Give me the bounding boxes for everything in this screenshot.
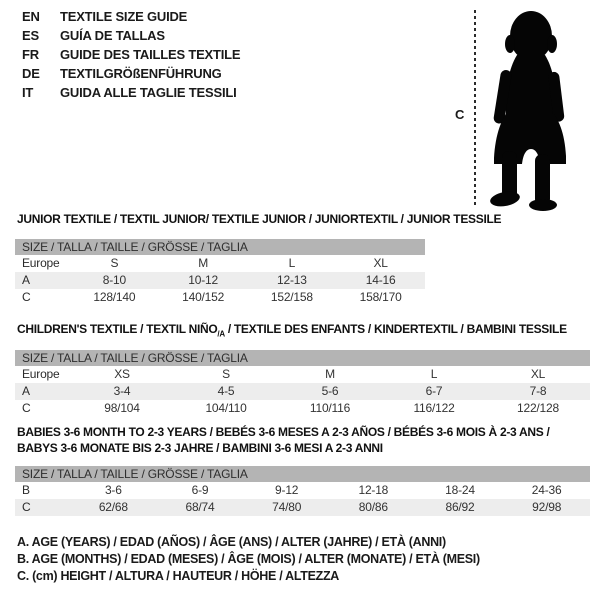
- row-label: A: [22, 273, 30, 287]
- table-row: C 62/68 68/74 74/80 80/86 86/92 92/98: [15, 499, 590, 516]
- junior-size-table: [15, 239, 425, 306]
- language-code: DE: [22, 66, 40, 81]
- language-title: TEXTILGRÖßENFÜHRUNG: [60, 66, 222, 81]
- row-label: B: [22, 483, 30, 497]
- size-header-bar: SIZE / TALLA / TAILLE / GRÖSSE / TAGLIA: [15, 466, 590, 482]
- row-label: C: [22, 290, 31, 304]
- language-row: [22, 26, 240, 45]
- language-row: [22, 83, 240, 102]
- language-row: [22, 7, 240, 26]
- table-row: A 8-10 10-12 12-13 14-16: [15, 272, 425, 289]
- row-label: Europe: [22, 256, 60, 270]
- table-row: C 128/140 140/152 152/158 158/170: [15, 289, 425, 306]
- baby-silhouette-icon: [482, 6, 578, 212]
- children-table-title: CHILDREN'S TEXTILE / TEXTIL $NIÑO_{/A}$ / TEXTILE DES ENFANTS / KINDERTEXTIL / BAMBINI TESSILE: [17, 322, 567, 339]
- footnote-b: B. AGE (MONTHS) / EDAD (MESES) / ÂGE (MOIS) / ALTER (MONATE) / ETÀ (MESI): [17, 552, 480, 566]
- language-list: [22, 7, 240, 102]
- table-row: B 3-6 6-9 9-12 12-18 18-24 24-36: [15, 482, 590, 499]
- footnotes: [17, 534, 480, 585]
- size-header-bar: SIZE / TALLA / TAILLE / GRÖSSE / TAGLIA: [15, 239, 425, 255]
- children-size-table: [15, 350, 590, 417]
- row-label: A: [22, 384, 30, 398]
- table-row: Europe S M L XL: [15, 255, 425, 272]
- height-measure-label: C: [455, 107, 465, 122]
- language-title: GUIDA ALLE TAGLIE TESSILI: [60, 85, 237, 100]
- footnote-c: C. (cm) HEIGHT / ALTURA / HAUTEUR / HÖHE / ALTEZZA: [17, 569, 340, 583]
- language-code: ES: [22, 28, 39, 43]
- language-title: TEXTILE SIZE GUIDE: [60, 9, 188, 24]
- size-header-bar: SIZE / TALLA / TAILLE / GRÖSSE / TAGLIA: [15, 350, 590, 366]
- babies-table-title: BABIES 3-6 MONTH TO 2-3 YEARS / BEBÉS 3-6 MESES A 2-3 AÑOS / BÉBÉS 3-6 MOIS À 2-3 ANS / BABYS 3-6 MONATE BIS 2-3 JAHRE / BAMBINI 3-6 MESI A 2-3 ANNI: [17, 425, 550, 455]
- language-title: GUÍA DE TALLAS: [60, 28, 165, 43]
- language-code: IT: [22, 85, 34, 100]
- table-row: A 3-4 4-5 5-6 6-7 7-8: [15, 383, 590, 400]
- babies-size-table: [15, 466, 590, 516]
- row-label: C: [22, 401, 31, 415]
- language-row: [22, 64, 240, 83]
- table-row: C 98/104 104/110 110/116 116/122 122/128: [15, 400, 590, 417]
- row-label: Europe: [22, 367, 60, 381]
- language-code: FR: [22, 47, 39, 62]
- footnote-a: A. AGE (YEARS) / EDAD (AÑOS) / ÂGE (ANS) / ALTER (JAHRE) / ETÀ (ANNI): [17, 535, 446, 549]
- language-title: GUIDE DES TAILLES TEXTILE: [60, 47, 241, 62]
- height-measure-dashed-line: [474, 10, 476, 208]
- language-code: EN: [22, 9, 40, 24]
- language-row: [22, 45, 240, 64]
- table-row: Europe XS S M L XL: [15, 366, 590, 383]
- junior-table-title: JUNIOR TEXTILE / TEXTIL JUNIOR/ TEXTILE JUNIOR / JUNIORTEXTIL / JUNIOR TESSILE: [17, 212, 502, 226]
- row-label: C: [22, 500, 31, 514]
